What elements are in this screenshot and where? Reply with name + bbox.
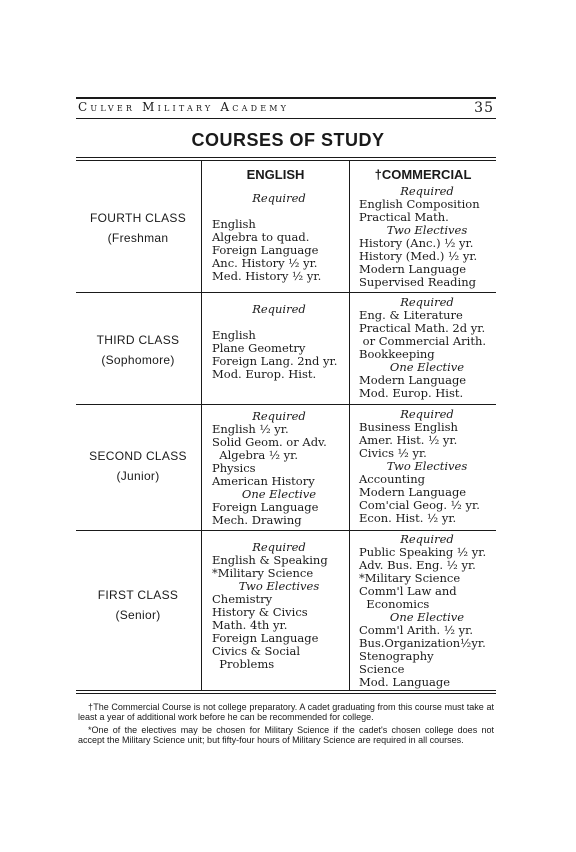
course-item: Adv. Bus. Eng. ½ yr. xyxy=(359,558,476,572)
course-item: English ½ yr. xyxy=(212,422,289,436)
english-cell-first xyxy=(212,541,346,671)
course-heading: One Elective xyxy=(389,360,465,374)
footnotes xyxy=(78,702,494,745)
course-item: Eng. & Literature xyxy=(359,308,463,322)
course-item: Econ. Hist. ½ yr. xyxy=(359,511,457,525)
running-head-title: Culver Military Academy xyxy=(78,100,290,114)
course-item: English xyxy=(212,217,256,231)
class-name: FIRST CLASS xyxy=(97,588,179,602)
running-head-underline xyxy=(76,118,496,119)
page-title: COURSES OF STUDY xyxy=(191,130,385,150)
footnote-commercial: †The Commercial Course is not college preparatory. A cadet graduating from this course must take at least a year of additional work before he can be recommended for college. xyxy=(78,702,494,722)
course-item: Mod. Europ. Hist. xyxy=(212,367,317,381)
class-label-fourth xyxy=(76,208,200,248)
course-item: Accounting xyxy=(359,472,425,486)
course-item: Mech. Drawing xyxy=(212,513,302,527)
course-item: Modern Language xyxy=(359,373,467,387)
course-item: Modern Language xyxy=(359,485,467,499)
course-item: Mod. Europ. Hist. xyxy=(359,386,464,400)
row-divider-2 xyxy=(76,404,496,405)
course-item: English xyxy=(212,328,256,342)
course-item: Civics & Social xyxy=(212,644,300,658)
course-item: Problems xyxy=(212,657,275,671)
course-item: Science xyxy=(359,662,405,676)
class-label-third xyxy=(76,330,200,370)
class-name: SECOND CLASS xyxy=(89,449,187,463)
course-item: Plane Geometry xyxy=(212,341,306,355)
course-heading: Required xyxy=(252,409,306,423)
course-item: English Composition xyxy=(359,197,480,211)
course-heading: Required xyxy=(252,540,306,554)
table-top-rule-1 xyxy=(76,157,496,158)
class-subtitle: (Senior) xyxy=(115,608,161,622)
commercial-cell-second xyxy=(359,408,495,525)
table-top-rule-2 xyxy=(76,160,496,161)
english-cell-third xyxy=(212,303,346,381)
commercial-cell-first xyxy=(359,533,495,689)
course-heading: Required xyxy=(400,407,454,421)
class-subtitle: (Freshman xyxy=(107,231,169,245)
course-item: History & Civics xyxy=(212,605,308,619)
course-item: Comm'l Arith. ½ yr. xyxy=(359,623,474,637)
course-heading: Required xyxy=(400,184,454,198)
course-item: Math. 4th yr. xyxy=(212,618,288,632)
course-heading: Two Electives xyxy=(386,459,468,473)
english-cell-fourth xyxy=(212,192,346,283)
course-item: Business English xyxy=(359,420,458,434)
course-item: Amer. Hist. ½ yr. xyxy=(359,433,458,447)
running-head xyxy=(78,100,494,114)
course-item: Economics xyxy=(359,597,430,611)
course-item: American History xyxy=(212,474,315,488)
footnote-military: *One of the electives may be chosen for Military Science if the cadet's chosen college does not accept the Military Science unit; but fifty-four hours of Military Science are required in all courses. xyxy=(78,725,494,745)
course-item: Foreign Language xyxy=(212,500,319,514)
column-divider-1 xyxy=(201,160,202,690)
class-label-second xyxy=(76,446,200,486)
course-item: Foreign Lang. 2nd yr. xyxy=(212,354,338,368)
column-divider-2 xyxy=(349,160,350,690)
course-item: History (Med.) ½ yr. xyxy=(359,249,478,263)
course-item: Modern Language xyxy=(359,262,467,276)
course-item: Anc. History ½ yr. xyxy=(212,256,318,270)
course-heading: One Elective xyxy=(389,610,465,624)
course-item: Algebra to quad. xyxy=(212,230,310,244)
class-subtitle: (Sophomore) xyxy=(101,353,175,367)
commercial-cell-fourth xyxy=(359,185,495,289)
row-divider-3 xyxy=(76,530,496,531)
course-item: Foreign Language xyxy=(212,631,319,645)
course-heading: Required xyxy=(252,191,306,205)
top-rule xyxy=(76,97,496,99)
course-heading: One Elective xyxy=(241,487,317,501)
column-header-english: ENGLISH xyxy=(246,167,305,182)
course-item: Bus.Organization½yr. xyxy=(359,636,486,650)
course-item: Supervised Reading xyxy=(359,275,476,289)
course-item: History (Anc.) ½ yr. xyxy=(359,236,474,250)
course-heading: Two Electives xyxy=(386,223,468,237)
course-item: Mod. Language xyxy=(359,675,451,689)
commercial-cell-third xyxy=(359,296,495,400)
course-heading: Required xyxy=(252,302,306,316)
course-item: or Commercial Arith. xyxy=(359,334,487,348)
course-item: English & Speaking xyxy=(212,553,328,567)
course-item: Public Speaking ½ yr. xyxy=(359,545,487,559)
table-bottom-rule-2 xyxy=(76,693,496,694)
course-item: Algebra ½ yr. xyxy=(212,448,299,462)
class-name: THIRD CLASS xyxy=(96,333,180,347)
course-item: Com'cial Geog. ½ yr. xyxy=(359,498,480,512)
english-cell-second xyxy=(212,410,346,527)
course-heading: Required xyxy=(400,295,454,309)
course-item: Chemistry xyxy=(212,592,273,606)
course-item: Civics ½ yr. xyxy=(359,446,427,460)
course-item: *Military Science xyxy=(212,566,314,580)
course-item: Stenography xyxy=(359,649,434,663)
table-bottom-rule-1 xyxy=(76,690,496,691)
class-name: FOURTH CLASS xyxy=(89,211,187,225)
course-item: Practical Math. 2d yr. xyxy=(359,321,486,335)
class-subtitle: (Junior) xyxy=(116,469,160,483)
course-item: Bookkeeping xyxy=(359,347,435,361)
course-item: Comm'l Law and xyxy=(359,584,457,598)
course-item: *Military Science xyxy=(359,571,461,585)
course-item: Solid Geom. or Adv. xyxy=(212,435,327,449)
course-heading: Required xyxy=(400,532,454,546)
row-divider-1 xyxy=(76,292,496,293)
course-item: Practical Math. xyxy=(359,210,449,224)
page-number: 35 xyxy=(474,100,494,116)
course-item: Physics xyxy=(212,461,256,475)
class-label-first xyxy=(76,585,200,625)
course-heading: Two Electives xyxy=(238,579,320,593)
course-item: Foreign Language xyxy=(212,243,319,257)
column-header-commercial: †COMMERCIAL xyxy=(374,167,472,182)
course-item: Med. History ½ yr. xyxy=(212,269,322,283)
